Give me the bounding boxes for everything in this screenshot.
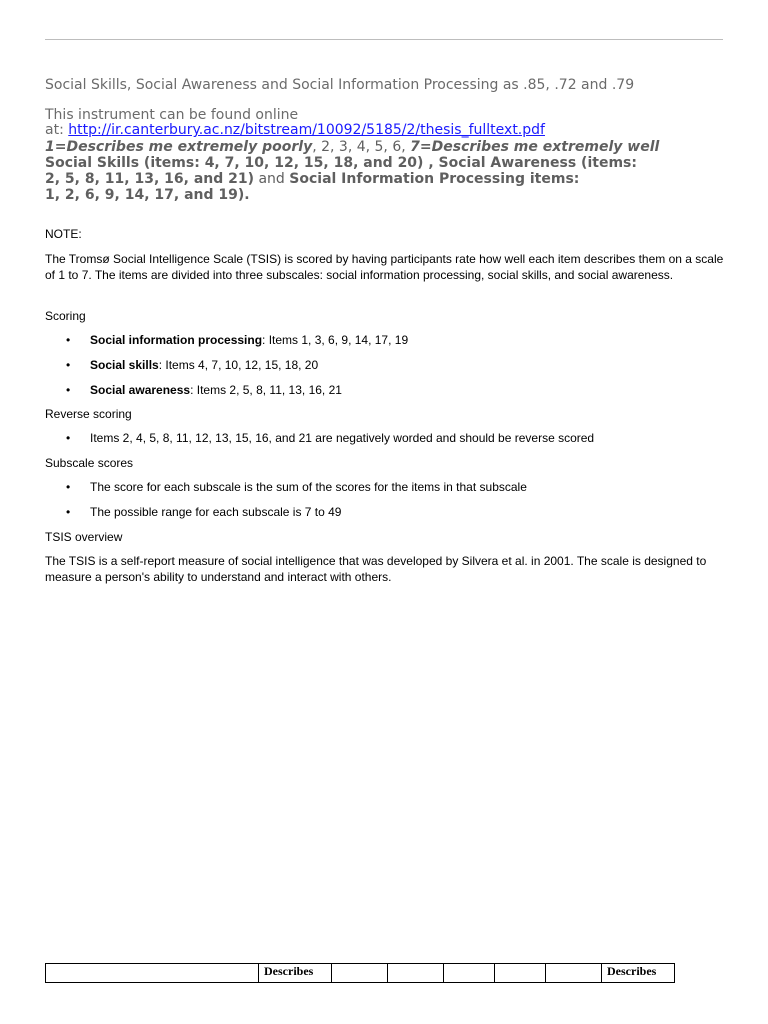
table-cell xyxy=(46,964,259,983)
table-cell xyxy=(444,964,495,983)
subscale-items-line-2 xyxy=(45,171,745,187)
scoring-item-items: : Items 1, 3, 6, 9, 14, 17, 19 xyxy=(262,333,409,347)
note-intro: The Tromsø Social Intelligence Scale (TSIS) is scored by having participants rate how well each item describes them on a scale of 1 to 7. The items are divided into three subscales: social information processing, social skills, and social awareness. xyxy=(45,252,724,282)
table-cell xyxy=(388,964,444,983)
reliability-summary: Social Skills, Social Awareness and Social Information Processing as .85, .72 and .79 xyxy=(45,77,635,93)
subscale-scores-list xyxy=(45,479,725,529)
online-source-line xyxy=(45,123,735,138)
social-processing-items-b: 1, 2, 6, 9, 14, 17, and 19). xyxy=(45,187,250,203)
scoring-item xyxy=(45,382,725,398)
table-cell xyxy=(495,964,546,983)
overview-heading: TSIS overview xyxy=(45,530,123,544)
table-cell: Describes xyxy=(602,964,675,983)
scoring-heading: Scoring xyxy=(45,309,86,323)
table-row xyxy=(46,964,675,983)
subscale-score-item: • The score for each subscale is the sum of the scores for the items in that subscale xyxy=(45,479,725,495)
social-processing-items-a: Social Information Processing items: xyxy=(289,171,580,187)
scoring-item-name: Social information processing xyxy=(90,333,263,347)
scoring-list xyxy=(45,332,725,407)
table-cell xyxy=(332,964,388,983)
scoring-item-name: Social awareness xyxy=(90,383,191,397)
and-word: and xyxy=(254,171,290,187)
scoring-item-name: Social skills xyxy=(90,358,159,372)
thesis-link[interactable]: http://ir.canterbury.ac.nz/bitstream/10092/5185/2/thesis_fulltext.pdf xyxy=(68,122,545,138)
online-at-label: at: xyxy=(45,122,69,138)
scoring-item-items: : Items 4, 7, 10, 12, 15, 18, 20 xyxy=(158,358,319,372)
scale-description xyxy=(45,139,745,203)
reverse-scoring-item: • Items 2, 4, 5, 8, 11, 12, 13, 15, 16, and 21 are negatively worded and should be reverse scored xyxy=(45,430,725,446)
scoring-item xyxy=(45,357,725,373)
subscale-score-item: • The possible range for each subscale is 7 to 49 xyxy=(45,504,725,520)
table-cell xyxy=(546,964,602,983)
subscale-items-line-3 xyxy=(45,187,745,203)
rating-scale-line xyxy=(45,139,745,155)
reverse-scoring-heading: Reverse scoring xyxy=(45,407,132,421)
top-divider xyxy=(45,39,723,40)
scale-high-label: 7=Describes me extremely well xyxy=(410,139,660,155)
social-awareness-items: 2, 5, 8, 11, 13, 16, and 21) xyxy=(45,171,255,187)
note-label: NOTE: xyxy=(45,227,82,241)
online-source xyxy=(45,108,735,138)
scoring-item xyxy=(45,332,725,348)
reverse-scoring-list xyxy=(45,430,725,455)
overview-text: The TSIS is a self-report measure of social intelligence that was developed by Silvera et al. in 2001. The scale is designed to measure a person's ability to understand and interact with others. xyxy=(45,554,707,584)
subscale-scores-heading: Subscale scores xyxy=(45,456,134,470)
social-skills-items: Social Skills (items: 4, 7, 10, 12, 15, 18, and 20) , Social Awareness (items: xyxy=(45,155,637,171)
rating-table xyxy=(45,963,675,983)
scale-mid-values: , 2, 3, 4, 5, 6, xyxy=(312,139,411,155)
scale-low-label: 1=Describes me extremely poorly xyxy=(45,139,313,155)
online-source-label: This instrument can be found online xyxy=(45,107,299,123)
table-cell: Describes xyxy=(259,964,332,983)
subscale-items-line-1 xyxy=(45,155,745,171)
scoring-item-items: : Items 2, 5, 8, 11, 13, 16, 21 xyxy=(190,383,342,397)
